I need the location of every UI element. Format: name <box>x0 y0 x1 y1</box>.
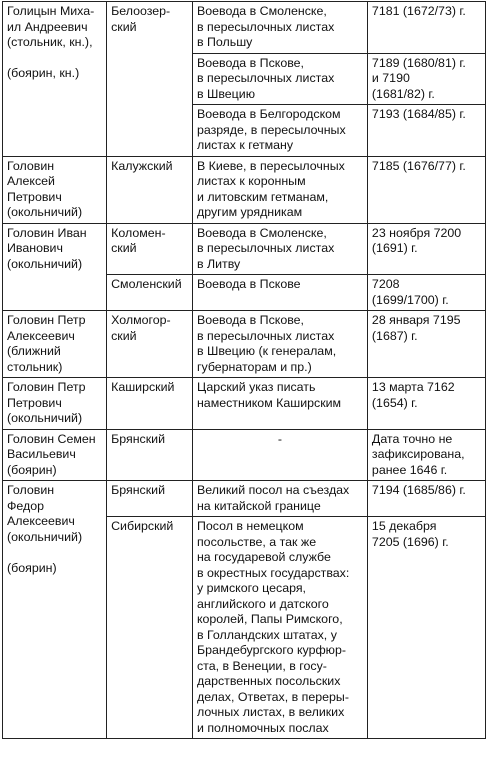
post-cell: Воевода в Пскове, в пересылочных листах в Швецию (к генералам, губернаторам и пр.) <box>192 311 367 378</box>
date-cell: 7193 (1684/85) г. <box>367 105 485 157</box>
uezd-cell: Сибирский <box>107 517 193 739</box>
officials-table <box>2 1 486 739</box>
person-cell: Головин Петр Алексеевич (ближний стольник) <box>3 311 107 378</box>
date-cell: Дата точно не зафиксирована, ранее 1646 г. <box>367 429 485 481</box>
person-cell: Головин Семен Васильевич (боярин) <box>3 429 107 481</box>
uezd-cell: Холмогор- ский <box>107 311 193 378</box>
table-row <box>3 2 486 54</box>
table-row <box>3 311 486 378</box>
date-cell: 15 декабря 7205 (1696) г. <box>367 517 485 739</box>
table-row <box>3 223 486 275</box>
post-cell: Воевода в Белгородском разряде, в пересылочных листах к гетману <box>192 105 367 157</box>
date-cell: 7181 (1672/73) г. <box>367 2 485 54</box>
uezd-cell: Калужский <box>107 156 193 223</box>
date-cell: 28 января 7195 (1687) г. <box>367 311 485 378</box>
date-cell: 7189 (1680/81) г. и 7190 (1681/82) г. <box>367 53 485 105</box>
person-cell: Головин Иван Иванович (окольничий) <box>3 223 107 311</box>
date-cell: 7208 (1699/1700) г. <box>367 275 485 311</box>
post-cell: Воевода в Смоленске, в пересылочных листах в Польшу <box>192 2 367 54</box>
date-cell: 7185 (1676/77) г. <box>367 156 485 223</box>
uezd-cell: Брянский <box>107 429 193 481</box>
post-cell: Посол в немецком посольстве, а так же на государевой службе в окрестных государствах: у римского цесаря, английского и датского королей, Папы Римского, в Голландских штатах, у Брандебургского курфюр- ста, в Венеции, в госу- дарственных посольских делах, Ответах, в переры- лочных листах, в великих и полномочных послах <box>192 517 367 739</box>
person-cell: Головин Петр Петрович (окольничий) <box>3 378 107 430</box>
post-cell: Воевода в Пскове <box>192 275 367 311</box>
table-row <box>3 429 486 481</box>
uezd-cell: Смоленский <box>107 275 193 311</box>
uezd-cell: Брянский <box>107 481 193 517</box>
post-cell: Воевода в Смоленске, в пересылочных листах в Литву <box>192 223 367 275</box>
post-cell: Великий посол на съездах на китайской границе <box>192 481 367 517</box>
uezd-cell: Белоозер- ский <box>107 2 193 157</box>
person-cell: Головин Алексей Петрович (окольничий) <box>3 156 107 223</box>
uezd-cell: Коломен- ский <box>107 223 193 275</box>
table-row <box>3 481 486 517</box>
table-row <box>3 378 486 430</box>
post-cell: Царский указ писать наместником Каширским <box>192 378 367 430</box>
table-row <box>3 156 486 223</box>
person-cell: Головин Федор Алексеевич (окольничий) (боярин) <box>3 481 107 739</box>
date-cell: 7194 (1685/86) г. <box>367 481 485 517</box>
post-cell: Воевода в Пскове, в пересылочных листах в Швецию <box>192 53 367 105</box>
date-cell: 23 ноября 7200 (1691) г. <box>367 223 485 275</box>
post-cell: В Киеве, в пересылочных листах к коронным и литовским гетманам, другим урядникам <box>192 156 367 223</box>
date-cell: 13 марта 7162 (1654) г. <box>367 378 485 430</box>
uezd-cell: Каширский <box>107 378 193 430</box>
post-cell: - <box>192 429 367 481</box>
person-cell: Голицын Миха- ил Андреевич (стольник, кн.), (боярин, кн.) <box>3 2 107 157</box>
